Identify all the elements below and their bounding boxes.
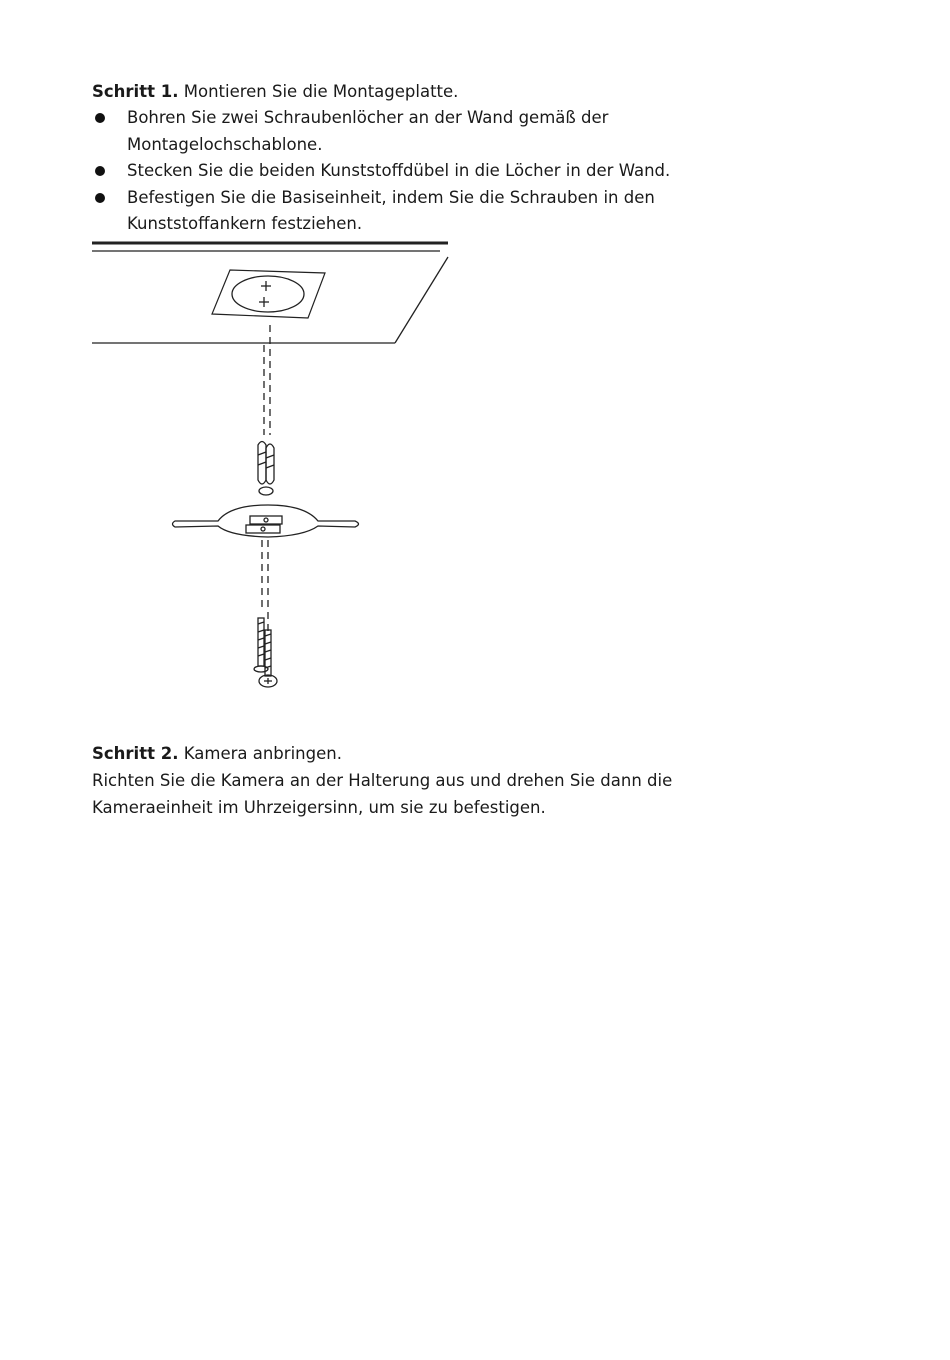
step1-label: Schritt 1. bbox=[92, 82, 179, 101]
step1-heading bbox=[92, 79, 458, 105]
mounting-illustration bbox=[90, 240, 460, 704]
bullet-item bbox=[92, 158, 732, 185]
step2-title: Kamera anbringen. bbox=[183, 744, 342, 763]
bullet-text: Bohren Sie zwei Schraubenlöcher an der Wand gemäß der Montagelochschablone. bbox=[127, 108, 609, 154]
bullet-item bbox=[92, 185, 732, 238]
step2-text: Richten Sie die Kamera an der Halterung aus und drehen Sie dann die Kameraeinheit im Uhrzeigersinn, um sie zu befestigen. bbox=[92, 771, 673, 817]
bullet-dot-icon bbox=[95, 113, 105, 123]
plastic-anchor-icon bbox=[258, 442, 274, 496]
step2-heading bbox=[92, 741, 342, 767]
step2-label: Schritt 2. bbox=[92, 744, 179, 763]
bullet-text: Stecken Sie die beiden Kunststoffdübel in die Löcher in der Wand. bbox=[127, 161, 671, 180]
bullet-item bbox=[92, 105, 732, 158]
screw-icon bbox=[254, 618, 277, 687]
step1-bullet-list bbox=[92, 105, 732, 238]
step1-title: Montieren Sie die Montageplatte. bbox=[183, 82, 459, 101]
bullet-text: Befestigen Sie die Basiseinheit, indem Sie die Schrauben in den Kunststoffankern festziehen. bbox=[127, 187, 655, 233]
bullet-dot-icon bbox=[95, 193, 105, 203]
screw-hole-icon bbox=[261, 281, 271, 291]
base-unit bbox=[173, 505, 359, 537]
screw-hole-icon bbox=[259, 297, 269, 307]
bullet-dot-icon bbox=[95, 166, 105, 176]
